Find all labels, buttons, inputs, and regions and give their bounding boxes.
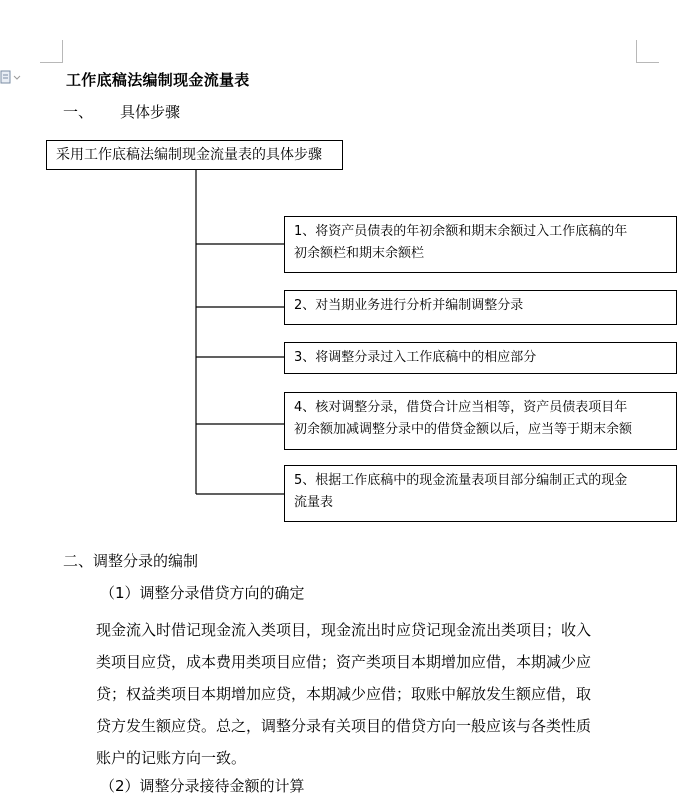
section-1-text: 具体步骤 (120, 103, 181, 121)
paragraph-line-1: 现金流入时借记现金流入类项目，现金流出时应贷记现金流出类项目；收入 (96, 621, 592, 639)
document-title: 工作底稿法编制现金流量表 (66, 71, 250, 89)
step-4-line-1: 4、核对调整分录，借贷合计应当相等，资产员债表项目年 (294, 400, 628, 415)
step-3-line-1: 3、将调整分录过入工作底稿中的相应部分 (294, 350, 537, 365)
subheading-1: （1）调整分录借贷方向的确定 (100, 584, 305, 602)
paragraph-line-2: 类项目应贷，成本费用类项目应借；资产类项目本期增加应借，本期减少应 (96, 653, 592, 671)
flowchart-step-3 (284, 342, 677, 374)
paragraph-line-5: 账户的记账方向一致。 (96, 749, 247, 767)
subheading-2: （2）调整分录接待金额的计算 (100, 777, 305, 795)
flowchart-root-box: 采用工作底稿法编制现金流量表的具体步骤 (46, 140, 343, 170)
body-paragraph (96, 614, 656, 774)
flowchart-step-5 (284, 465, 677, 522)
paragraph-line-3: 贷；权益类项目本期增加应贷，本期减少应借；取账中解放发生额应借，取 (96, 685, 592, 703)
paragraph-line-4: 贷方发生额应贷。总之，调整分录有关项目的借贷方向一般应该与各类性质 (96, 717, 592, 735)
step-1-line-1: 1、将资产员债表的年初余额和期末余额过入工作底稿的年 (294, 224, 628, 239)
flowchart-step-1 (284, 216, 677, 273)
flowchart-step-4 (284, 392, 677, 450)
step-5-line-1: 5、根据工作底稿中的现金流量表项目部分编制正式的现金 (294, 473, 628, 488)
step-4-line-2: 初余额加减调整分录中的借贷金额以后，应当等于期末余额 (294, 422, 633, 437)
flowchart-step-2 (284, 290, 677, 325)
section-2-heading: 二、调整分录的编制 (63, 552, 199, 570)
step-1-line-2: 初余额栏和期末余额栏 (294, 246, 425, 261)
step-2-line-1: 2、对当期业务进行分析并编制调整分录 (294, 298, 524, 313)
section-1-number: 一、 (63, 103, 94, 121)
step-5-line-2: 流量表 (294, 495, 334, 510)
